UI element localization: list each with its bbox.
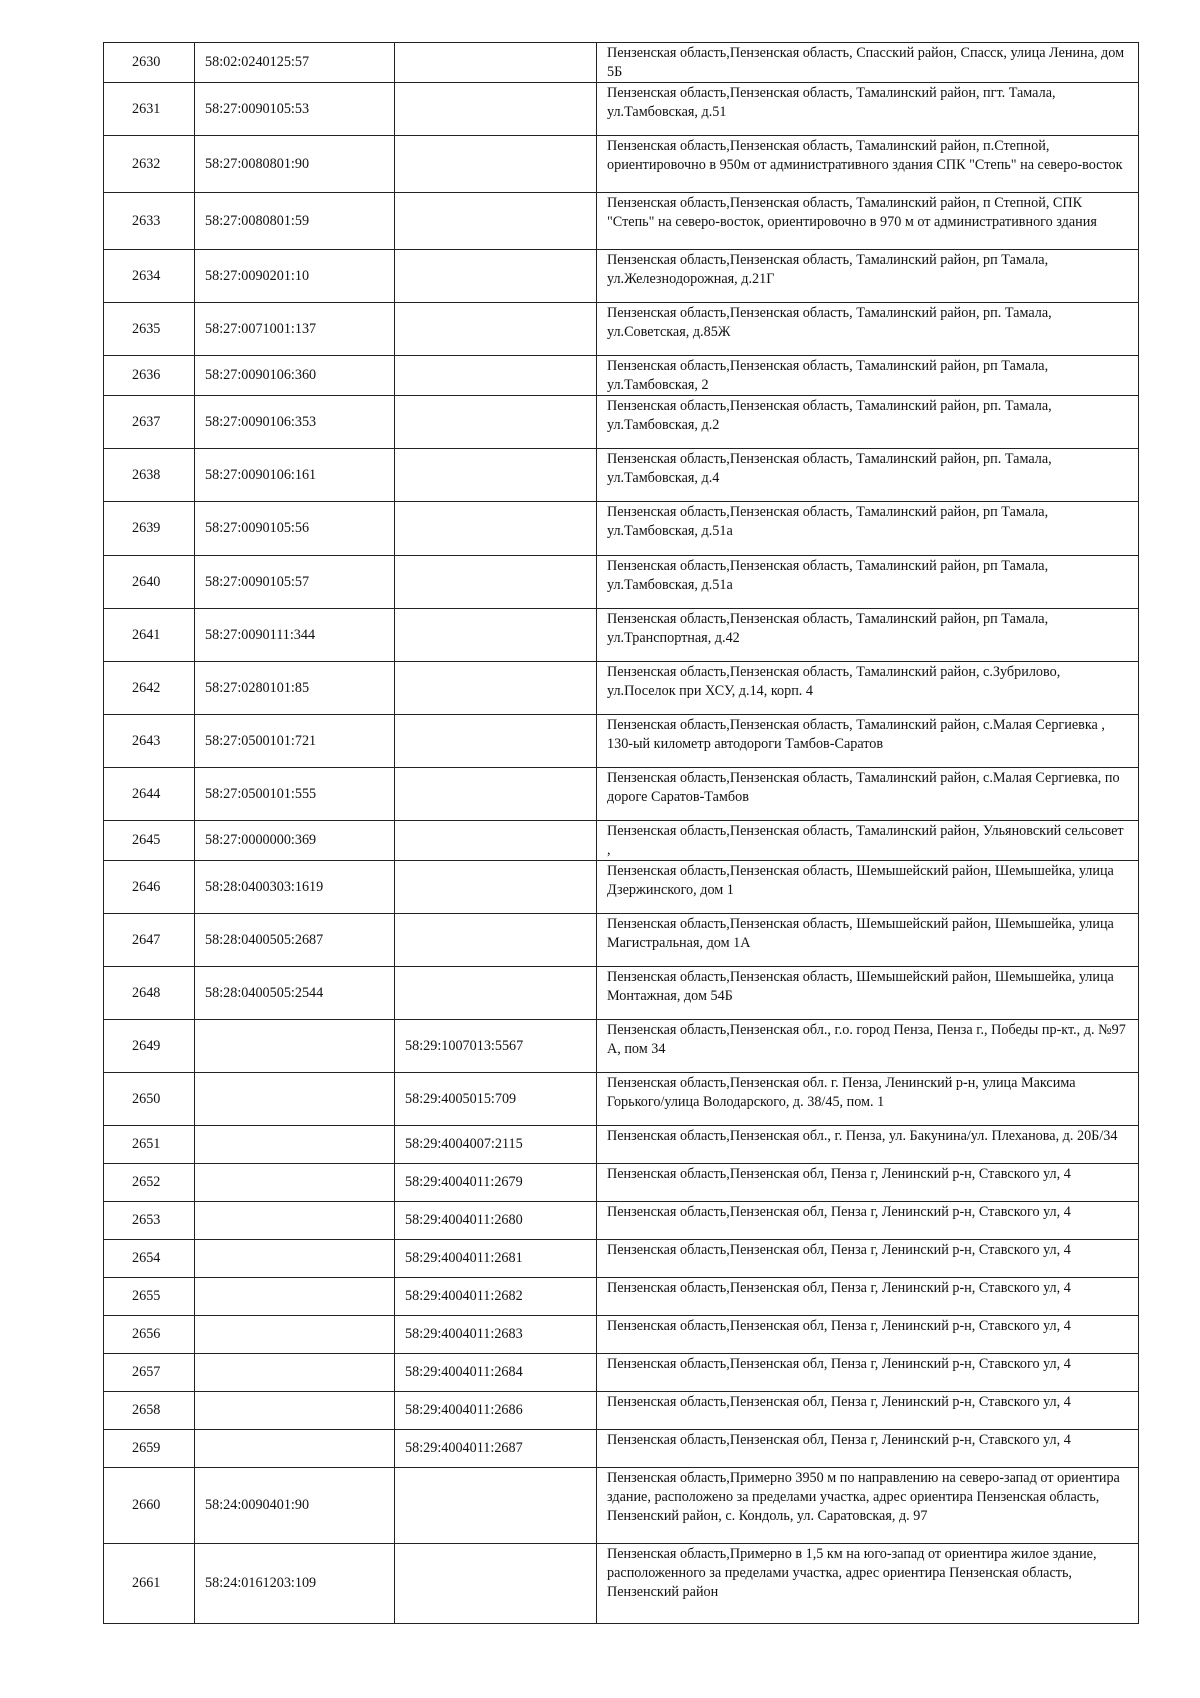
row-number-cell: 2658 bbox=[104, 1392, 195, 1430]
cadastral-number-cell bbox=[195, 1316, 395, 1354]
cadastral-number-alt-cell bbox=[395, 303, 597, 356]
cadastral-number-alt-cell bbox=[395, 609, 597, 662]
table-row bbox=[104, 821, 1139, 861]
row-number-cell: 2649 bbox=[104, 1020, 195, 1073]
table-row bbox=[104, 967, 1139, 1020]
table-row bbox=[104, 193, 1139, 250]
row-number-cell: 2660 bbox=[104, 1468, 195, 1544]
address-cell: Пензенская область,Пензенская область, Тамалинский район, рп Тамала, ул.Железнодорожная, д.21Г bbox=[597, 250, 1139, 303]
row-number-cell: 2643 bbox=[104, 715, 195, 768]
cadastral-number-cell: 58:27:0090105:57 bbox=[195, 556, 395, 609]
cadastral-number-alt-cell bbox=[395, 914, 597, 967]
row-number-cell: 2644 bbox=[104, 768, 195, 821]
table-row bbox=[104, 449, 1139, 502]
cadastral-number-alt-cell bbox=[395, 356, 597, 396]
address-cell: Пензенская область,Пензенская обл, Пенза г, Ленинский р-н, Ставского ул, 4 bbox=[597, 1278, 1139, 1316]
row-number-cell: 2640 bbox=[104, 556, 195, 609]
table-row bbox=[104, 1164, 1139, 1202]
cadastral-number-alt-cell bbox=[395, 136, 597, 193]
cadastral-number-cell: 58:27:0090106:161 bbox=[195, 449, 395, 502]
address-cell: Пензенская область,Пензенская обл., г.о. город Пенза, Пенза г., Победы пр-кт., д. №97 А, пом 34 bbox=[597, 1020, 1139, 1073]
row-number-cell: 2657 bbox=[104, 1354, 195, 1392]
cadastral-number-alt-cell: 58:29:4004011:2679 bbox=[395, 1164, 597, 1202]
address-cell: Пензенская область,Пензенская область, Тамалинский район, рп. Тамала, ул.Советская, д.85Ж bbox=[597, 303, 1139, 356]
records-table bbox=[103, 42, 1139, 1624]
row-number-cell: 2641 bbox=[104, 609, 195, 662]
table-row bbox=[104, 861, 1139, 914]
address-cell: Пензенская область,Пензенская область, Тамалинский район, рп Тамала, ул.Тамбовская, д.51а bbox=[597, 556, 1139, 609]
cadastral-number-alt-cell bbox=[395, 662, 597, 715]
address-cell: Пензенская область,Пензенская обл, Пенза г, Ленинский р-н, Ставского ул, 4 bbox=[597, 1240, 1139, 1278]
cadastral-number-alt-cell: 58:29:4004007:2115 bbox=[395, 1126, 597, 1164]
cadastral-number-alt-cell bbox=[395, 250, 597, 303]
cadastral-number-cell: 58:27:0500101:721 bbox=[195, 715, 395, 768]
cadastral-number-alt-cell bbox=[395, 83, 597, 136]
table-row bbox=[104, 768, 1139, 821]
cadastral-number-cell: 58:28:0400505:2687 bbox=[195, 914, 395, 967]
row-number-cell: 2636 bbox=[104, 356, 195, 396]
address-cell: Пензенская область,Пензенская область, Шемышейский район, Шемышейка, улица Магистральная, дом 1А bbox=[597, 914, 1139, 967]
row-number-cell: 2650 bbox=[104, 1073, 195, 1126]
address-cell: Пензенская область,Пензенская обл, Пенза г, Ленинский р-н, Ставского ул, 4 bbox=[597, 1354, 1139, 1392]
row-number-cell: 2652 bbox=[104, 1164, 195, 1202]
row-number-cell: 2647 bbox=[104, 914, 195, 967]
address-cell: Пензенская область,Пензенская область, Тамалинский район, с.Малая Сергиевка , 130-ый километр автодороги Тамбов-Саратов bbox=[597, 715, 1139, 768]
cadastral-number-alt-cell bbox=[395, 861, 597, 914]
address-cell: Пензенская область,Пензенская обл, Пенза г, Ленинский р-н, Ставского ул, 4 bbox=[597, 1392, 1139, 1430]
cadastral-number-cell: 58:24:0161203:109 bbox=[195, 1544, 395, 1624]
row-number-cell: 2631 bbox=[104, 83, 195, 136]
cadastral-number-cell: 58:27:0090105:56 bbox=[195, 502, 395, 556]
cadastral-number-alt-cell: 58:29:4004011:2681 bbox=[395, 1240, 597, 1278]
table-row bbox=[104, 1020, 1139, 1073]
row-number-cell: 2654 bbox=[104, 1240, 195, 1278]
row-number-cell: 2659 bbox=[104, 1430, 195, 1468]
cadastral-number-cell bbox=[195, 1430, 395, 1468]
row-number-cell: 2633 bbox=[104, 193, 195, 250]
row-number-cell: 2646 bbox=[104, 861, 195, 914]
address-cell: Пензенская область,Пензенская область, Шемышейский район, Шемышейка, улица Дзержинского, дом 1 bbox=[597, 861, 1139, 914]
cadastral-number-alt-cell bbox=[395, 1544, 597, 1624]
address-cell: Пензенская область,Пензенская область, Тамалинский район, рп Тамала, ул.Тамбовская, д.51а bbox=[597, 502, 1139, 556]
cadastral-number-cell bbox=[195, 1392, 395, 1430]
row-number-cell: 2648 bbox=[104, 967, 195, 1020]
cadastral-number-alt-cell: 58:29:1007013:5567 bbox=[395, 1020, 597, 1073]
cadastral-number-cell bbox=[195, 1354, 395, 1392]
table-row bbox=[104, 250, 1139, 303]
cadastral-number-alt-cell bbox=[395, 967, 597, 1020]
cadastral-number-alt-cell bbox=[395, 821, 597, 861]
address-cell: Пензенская область,Пензенская область, Тамалинский район, п.Степной, ориентировочно в 950м от административного здания СПК "Степь" на северо-восток bbox=[597, 136, 1139, 193]
cadastral-number-alt-cell bbox=[395, 193, 597, 250]
cadastral-number-alt-cell: 58:29:4004011:2680 bbox=[395, 1202, 597, 1240]
row-number-cell: 2653 bbox=[104, 1202, 195, 1240]
table-row bbox=[104, 1430, 1139, 1468]
row-number-cell: 2638 bbox=[104, 449, 195, 502]
table-row bbox=[104, 396, 1139, 449]
cadastral-number-cell: 58:27:0090105:53 bbox=[195, 83, 395, 136]
address-cell: Пензенская область,Пензенская область, Тамалинский район, рп. Тамала, ул.Тамбовская, д.2 bbox=[597, 396, 1139, 449]
cadastral-number-cell bbox=[195, 1126, 395, 1164]
cadastral-number-cell: 58:27:0090106:353 bbox=[195, 396, 395, 449]
cadastral-number-cell: 58:28:0400303:1619 bbox=[195, 861, 395, 914]
row-number-cell: 2635 bbox=[104, 303, 195, 356]
cadastral-number-alt-cell: 58:29:4004011:2687 bbox=[395, 1430, 597, 1468]
cadastral-number-cell: 58:27:0280101:85 bbox=[195, 662, 395, 715]
cadastral-number-cell: 58:27:0000000:369 bbox=[195, 821, 395, 861]
table-row bbox=[104, 83, 1139, 136]
table-row bbox=[104, 556, 1139, 609]
cadastral-number-alt-cell bbox=[395, 396, 597, 449]
table-row bbox=[104, 1073, 1139, 1126]
row-number-cell: 2651 bbox=[104, 1126, 195, 1164]
cadastral-number-alt-cell: 58:29:4004011:2682 bbox=[395, 1278, 597, 1316]
cadastral-number-alt-cell: 58:29:4004011:2686 bbox=[395, 1392, 597, 1430]
cadastral-number-cell: 58:27:0080801:90 bbox=[195, 136, 395, 193]
address-cell: Пензенская область,Примерно в 1,5 км на юго-запад от ориентира жилое здание, расположенного за пределами участка, адрес ориентира Пензенская область, Пензенский район bbox=[597, 1544, 1139, 1624]
address-cell: Пензенская область,Пензенская область, Спасский район, Спасск, улица Ленина, дом 5Б bbox=[597, 43, 1139, 83]
row-number-cell: 2630 bbox=[104, 43, 195, 83]
cadastral-number-cell bbox=[195, 1020, 395, 1073]
row-number-cell: 2632 bbox=[104, 136, 195, 193]
table-row bbox=[104, 1392, 1139, 1430]
address-cell: Пензенская область,Пензенская область, Тамалинский район, с.Малая Сергиевка, по дороге Саратов-Тамбов bbox=[597, 768, 1139, 821]
address-cell: Пензенская область,Пензенская обл, Пенза г, Ленинский р-н, Ставского ул, 4 bbox=[597, 1164, 1139, 1202]
cadastral-number-cell: 58:27:0090106:360 bbox=[195, 356, 395, 396]
address-cell: Пензенская область,Пензенская область, Тамалинский район, с.Зубрилово, ул.Поселок при ХСУ, д.14, корп. 4 bbox=[597, 662, 1139, 715]
address-cell: Пензенская область,Пензенская область, Тамалинский район, п Степной, СПК "Степь" на северо-восток, ориентировочно в 970 м от административного здания bbox=[597, 193, 1139, 250]
cadastral-number-alt-cell bbox=[395, 715, 597, 768]
address-cell: Пензенская область,Пензенская область, Тамалинский район, Ульяновский сельсовет , bbox=[597, 821, 1139, 861]
row-number-cell: 2655 bbox=[104, 1278, 195, 1316]
cadastral-number-cell bbox=[195, 1240, 395, 1278]
table-row bbox=[104, 1240, 1139, 1278]
table-row bbox=[104, 1278, 1139, 1316]
row-number-cell: 2642 bbox=[104, 662, 195, 715]
cadastral-number-alt-cell: 58:29:4004011:2683 bbox=[395, 1316, 597, 1354]
cadastral-number-cell: 58:27:0080801:59 bbox=[195, 193, 395, 250]
row-number-cell: 2645 bbox=[104, 821, 195, 861]
address-cell: Пензенская область,Пензенская область, Тамалинский район, рп Тамала, ул.Тамбовская, 2 bbox=[597, 356, 1139, 396]
address-cell: Пензенская область,Пензенская обл. г. Пенза, Ленинский р-н, улица Максима Горького/улица Володарского, д. 38/45, пом. 1 bbox=[597, 1073, 1139, 1126]
cadastral-number-cell: 58:24:0090401:90 bbox=[195, 1468, 395, 1544]
table-row bbox=[104, 662, 1139, 715]
address-cell: Пензенская область,Примерно 3950 м по направлению на северо-запад от ориентира здание, расположено за пределами участка, адрес ориентира Пензенская область, Пензенский район, с. Кондоль, ул. Саратовская, д. 97 bbox=[597, 1468, 1139, 1544]
cadastral-number-alt-cell bbox=[395, 502, 597, 556]
table-row bbox=[104, 356, 1139, 396]
cadastral-number-cell: 58:27:0500101:555 bbox=[195, 768, 395, 821]
cadastral-number-alt-cell bbox=[395, 556, 597, 609]
address-cell: Пензенская область,Пензенская область, Тамалинский район, пгт. Тамала, ул.Тамбовская, д.51 bbox=[597, 83, 1139, 136]
table-row bbox=[104, 1202, 1139, 1240]
table-row bbox=[104, 1468, 1139, 1544]
cadastral-number-cell: 58:02:0240125:57 bbox=[195, 43, 395, 83]
table-row bbox=[104, 136, 1139, 193]
row-number-cell: 2661 bbox=[104, 1544, 195, 1624]
address-cell: Пензенская область,Пензенская обл, Пенза г, Ленинский р-н, Ставского ул, 4 bbox=[597, 1316, 1139, 1354]
address-cell: Пензенская область,Пензенская область, Тамалинский район, рп Тамала, ул.Транспортная, д.42 bbox=[597, 609, 1139, 662]
cadastral-number-cell: 58:27:0090111:344 bbox=[195, 609, 395, 662]
address-cell: Пензенская область,Пензенская область, Шемышейский район, Шемышейка, улица Монтажная, дом 54Б bbox=[597, 967, 1139, 1020]
row-number-cell: 2656 bbox=[104, 1316, 195, 1354]
table-row bbox=[104, 914, 1139, 967]
table-row bbox=[104, 1126, 1139, 1164]
table-row bbox=[104, 1354, 1139, 1392]
cadastral-number-cell bbox=[195, 1202, 395, 1240]
cadastral-number-cell bbox=[195, 1278, 395, 1316]
cadastral-number-alt-cell bbox=[395, 43, 597, 83]
address-cell: Пензенская область,Пензенская область, Тамалинский район, рп. Тамала, ул.Тамбовская, д.4 bbox=[597, 449, 1139, 502]
table-row bbox=[104, 715, 1139, 768]
address-cell: Пензенская область,Пензенская обл., г. Пенза, ул. Бакунина/ул. Плеханова, д. 20Б/34 bbox=[597, 1126, 1139, 1164]
table-row bbox=[104, 303, 1139, 356]
cadastral-number-cell bbox=[195, 1073, 395, 1126]
cadastral-number-alt-cell: 58:29:4004011:2684 bbox=[395, 1354, 597, 1392]
cadastral-number-alt-cell bbox=[395, 449, 597, 502]
cadastral-number-cell: 58:28:0400505:2544 bbox=[195, 967, 395, 1020]
address-cell: Пензенская область,Пензенская обл, Пенза г, Ленинский р-н, Ставского ул, 4 bbox=[597, 1202, 1139, 1240]
address-cell: Пензенская область,Пензенская обл, Пенза г, Ленинский р-н, Ставского ул, 4 bbox=[597, 1430, 1139, 1468]
cadastral-number-cell: 58:27:0090201:10 bbox=[195, 250, 395, 303]
table-row bbox=[104, 609, 1139, 662]
cadastral-number-cell: 58:27:0071001:137 bbox=[195, 303, 395, 356]
row-number-cell: 2639 bbox=[104, 502, 195, 556]
table-row bbox=[104, 1316, 1139, 1354]
records-table-body bbox=[104, 43, 1139, 1624]
table-row bbox=[104, 43, 1139, 83]
cadastral-number-cell bbox=[195, 1164, 395, 1202]
table-row bbox=[104, 1544, 1139, 1624]
row-number-cell: 2634 bbox=[104, 250, 195, 303]
cadastral-number-alt-cell: 58:29:4005015:709 bbox=[395, 1073, 597, 1126]
row-number-cell: 2637 bbox=[104, 396, 195, 449]
table-row bbox=[104, 502, 1139, 556]
cadastral-number-alt-cell bbox=[395, 768, 597, 821]
cadastral-number-alt-cell bbox=[395, 1468, 597, 1544]
